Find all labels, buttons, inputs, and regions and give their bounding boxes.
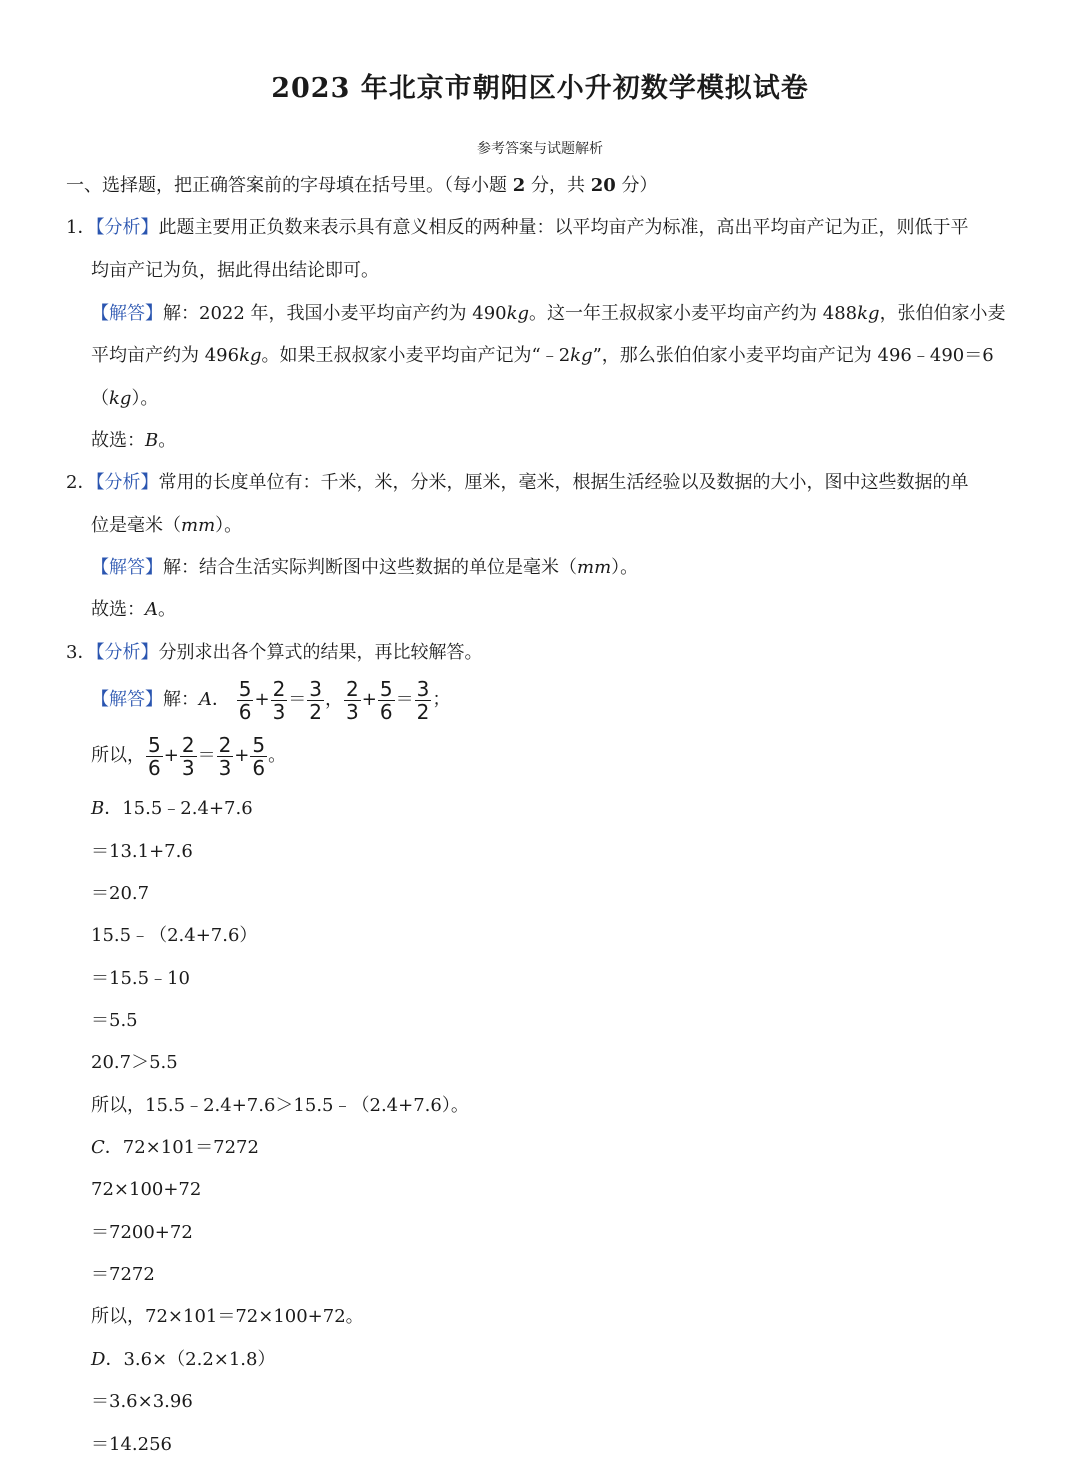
- q1-answer-unit: （kg）。: [91, 388, 159, 409]
- q3-b-line: 20.7＞5.5: [91, 1052, 178, 1073]
- q3-d-line: ＝14.256: [91, 1434, 172, 1455]
- q2-choice: 故选：A。: [91, 599, 176, 620]
- q3-d-line: ＝3.6×3.96: [91, 1391, 193, 1412]
- fraction: $\frac{2}{3}$: [346, 676, 359, 724]
- fraction: $\frac{3}{2}$: [309, 676, 323, 724]
- fraction: $\frac{5}{6}$: [252, 732, 266, 780]
- q3-answer-a-conclusion: 所以， $\frac{5}{6}$ + $\frac{2}{3}$ ＝ $\frac{2}{3}$ + $\frac{5}{6}$ 。: [91, 732, 287, 780]
- q3-b-line: 所以，15.5﹣2.4+7.6＞15.5﹣（2.4+7.6）。: [91, 1095, 469, 1116]
- q1-answer: 【解答】解：2022 年，我国小麦平均亩产约为 490kg。这一年王叔叔家小麦平均亩产约为 488kg，张伯伯家小麦: [91, 303, 1006, 324]
- q3-b-line: 15.5﹣（2.4+7.6）: [91, 925, 258, 946]
- q3-analysis: 3．【分析】分别求出各个算式的结果，再比较解答。: [66, 642, 483, 663]
- q2-answer: 【解答】解：结合生活实际判断图中这些数据的单位是毫米（mm）。: [91, 557, 639, 578]
- q3-c-line: C．72×101＝7272: [91, 1137, 259, 1158]
- fraction: $\frac{5}{6}$: [238, 676, 252, 724]
- section-heading: 一、选择题，把正确答案前的字母填在括号里。（每小题 2 分，共 20 分）: [66, 175, 658, 196]
- q1-analysis: 1．【分析】此题主要用正负数来表示具有意义相反的两种量：以平均亩产为标准，高出平均亩产记为正，则低于平: [66, 217, 969, 238]
- q1-analysis-cont: 均亩产记为负，据此得出结论即可。: [91, 260, 379, 281]
- q3-b-line: B．15.5﹣2.4+7.6: [91, 798, 253, 819]
- page-title: 2023 年北京市朝阳区小升初数学模拟试卷: [271, 73, 809, 104]
- q3-c-line: ＝7272: [91, 1264, 155, 1285]
- fraction: $\frac{3}{2}$: [416, 676, 430, 724]
- q3-b-line: ＝15.5﹣10: [91, 968, 190, 989]
- fraction: $\frac{2}{3}$: [272, 676, 286, 724]
- fraction: $\frac{5}{6}$: [379, 676, 393, 724]
- q1-answer-cont: 平均亩产约为 496kg。如果王叔叔家小麦平均亩产记为“﹣2kg”，那么张伯伯家小麦平均亩产记为 496﹣490＝6: [91, 345, 994, 366]
- fraction: $\frac{2}{3}$: [181, 732, 195, 780]
- q3-b-line: ＝5.5: [91, 1010, 138, 1031]
- q2-analysis: 2．【分析】常用的长度单位有：千米，米，分米，厘米，毫米，根据生活经验以及数据的大小，图中这些数据的单: [66, 472, 969, 493]
- q3-b-line: ＝20.7: [91, 883, 150, 904]
- fraction: $\frac{2}{3}$: [218, 732, 232, 780]
- page-subtitle: 参考答案与试题解析: [477, 141, 603, 157]
- q3-c-line: 72×100+72: [91, 1179, 202, 1200]
- fraction: $\frac{5}{6}$: [148, 732, 161, 780]
- q3-c-line: 所以，72×101＝72×100+72。: [91, 1306, 364, 1327]
- q3-d-line: D．3.6×（2.2×1.8）: [91, 1349, 276, 1370]
- q1-choice: 故选：B。: [91, 430, 177, 451]
- q2-analysis-cont: 位是毫米（mm）。: [91, 515, 243, 536]
- q3-c-line: ＝7200+72: [91, 1222, 193, 1243]
- q3-answer-a: 【解答】解：A． $\frac{5}{6}$ + $\frac{2}{3}$ ＝ $\frac{3}{2}$ ， $\frac{2}{3}$ + $\frac{5}{6}$ ＝ $\frac{3}{2}$ ；: [91, 676, 451, 724]
- q3-b-line: ＝13.1+7.6: [91, 841, 193, 862]
